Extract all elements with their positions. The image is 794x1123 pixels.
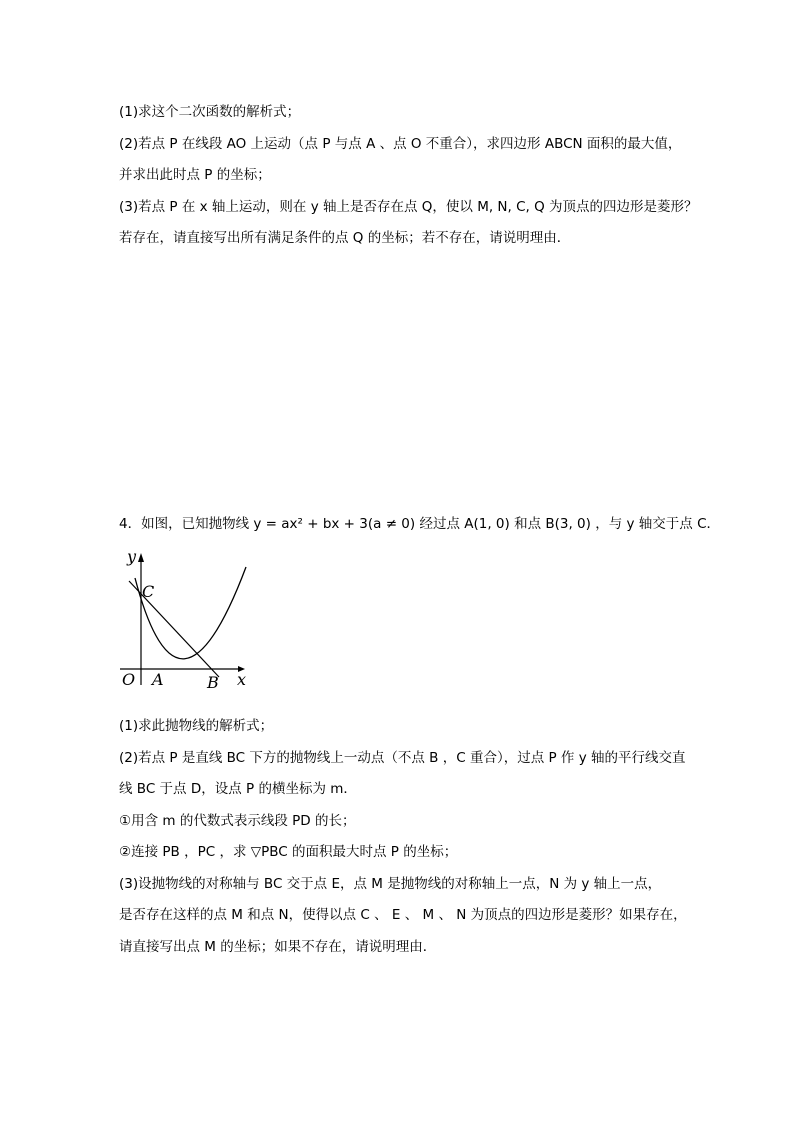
p4-question-2-line-2: 线 BC 于点 D，设点 P 的横坐标为 m．	[119, 781, 357, 797]
parabola-figure	[118, 545, 253, 705]
x-axis-label: x	[237, 670, 247, 689]
p3-question-3-line-2: 若存在，请直接写出所有满足条件的点 Q 的坐标；若不存在，请说明理由．	[119, 230, 571, 246]
point-a-label: A	[152, 670, 164, 689]
p3-question-3-line-1: (3)若点 P 在 x 轴上运动，则在 y 轴上是否存在点 Q，使以 M, N, C, Q 为顶点的四边形是菱形？	[119, 199, 698, 215]
p4-question-1: (1)求此抛物线的解析式；	[119, 718, 274, 734]
origin-label: O	[122, 670, 136, 689]
p4-question-3-line-3: 请直接写出点 M 的坐标；如果不存在，请说明理由．	[119, 939, 437, 955]
p4-question-3-line-1: (3)设抛物线的对称轴与 BC 交于点 E，点 M 是抛物线的对称轴上一点，N 为 y 轴上一点，	[119, 876, 662, 892]
p4-question-2-line-1: (2)若点 P 是直线 BC 下方的抛物线上一动点（不点 B ，C 重合），过点 P 作 y 轴的平行线交直	[119, 750, 686, 766]
p4-stem: 4．如图，已知抛物线 y = ax² + bx + 3(a ≠ 0) 经过点 A(1, 0) 和点 B(3, 0) ，与 y 轴交于点 C．	[119, 516, 720, 532]
point-c-label: C	[142, 582, 155, 601]
p4-question-3-line-2: 是否存在这样的点 M 和点 N，使得以点 C 、 E 、 M 、 N 为顶点的四边形是菱形？如果存在，	[119, 907, 687, 923]
point-b-label: B	[207, 673, 219, 692]
p3-question-2-line-1: (2)若点 P 在线段 AO 上运动（点 P 与点 A 、点 O 不重合），求四边形 ABCN 面积的最大值，	[119, 136, 682, 152]
p3-question-1: (1)求这个二次函数的解析式；	[119, 104, 301, 120]
p3-question-2-line-2: 并求出此时点 P 的坐标；	[119, 167, 271, 183]
p4-question-2-sub-2: ②连接 PB ，PC ，求 ▽PBC 的面积最大时点 P 的坐标；	[119, 844, 458, 860]
y-axis-arrow-icon	[138, 553, 144, 562]
p4-question-2-sub-1: ①用含 m 的代数式表示线段 PD 的长；	[119, 813, 356, 829]
y-axis-label: y	[127, 547, 137, 566]
parabola-curve	[135, 567, 246, 659]
